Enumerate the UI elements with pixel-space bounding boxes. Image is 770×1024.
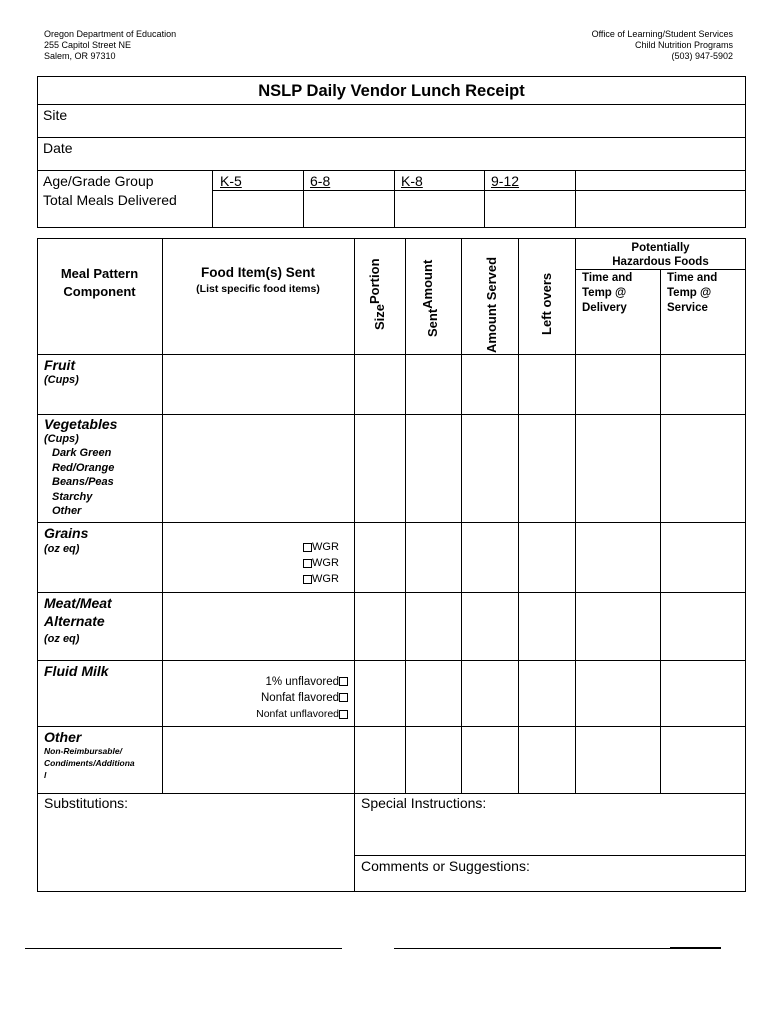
col-header-component-line1: Meal Pattern [60, 266, 139, 281]
meals-9-12-field[interactable] [484, 190, 575, 228]
milk-label-1pct: 1% unflavored [265, 676, 339, 688]
col-header-food-sub: (List specific food items) [196, 283, 320, 295]
milk-checkbox-nonfat-unflavored[interactable] [339, 710, 348, 719]
age-group-k5: K-5 [220, 173, 242, 189]
row-milk-name: Fluid Milk [44, 663, 109, 679]
veg-subgroup-dark-green: Dark Green [52, 447, 112, 459]
row-other-name: Other [44, 729, 82, 745]
row-meat-name-line2: Alternate [44, 613, 105, 629]
phone-number: (503) 947-5902 [671, 51, 733, 61]
wgr-checkbox-3[interactable] [303, 575, 312, 584]
col-header-food-title: Food Item(s) Sent [201, 265, 315, 280]
row-meat-name-line1: Meat/Meat [44, 595, 112, 611]
substitutions-label: Substitutions: [44, 795, 129, 811]
col-header-amount-sent [420, 259, 440, 337]
row-vegetables-unit: (Cups) [44, 432, 79, 445]
page-title: NSLP Daily Vendor Lunch Receipt [258, 82, 525, 100]
special-instructions-field[interactable] [354, 793, 746, 855]
milk-type-checks [256, 674, 348, 722]
col-header-amount-main: Amount [420, 259, 435, 309]
total-meals-label: Total Meals Delivered [43, 192, 177, 208]
wgr-label-1: WGR [312, 541, 339, 553]
veg-subgroup-starchy: Starchy [52, 490, 93, 503]
wgr-checkbox-1[interactable] [303, 543, 312, 552]
row-milk-label [44, 663, 109, 679]
wgr-checkbox-2[interactable] [303, 559, 312, 568]
agency-address [44, 29, 176, 62]
milk-label-nonfat-unflavored: Nonfat unflavored [256, 708, 339, 720]
col-header-component-line2: Component [63, 284, 136, 299]
office-name: Office of Learning/Student Services [591, 29, 733, 39]
row-fruit-food-field[interactable] [162, 354, 354, 414]
office-contact [592, 29, 733, 62]
col-header-service-line3: Service [667, 302, 708, 314]
col-header-portion-main: Portion [367, 258, 382, 304]
row-grains-label [44, 525, 88, 555]
meals-6-8-field[interactable] [303, 190, 394, 228]
col-header-phf-line2: Hazardous Foods [612, 256, 709, 268]
veg-subgroup-other: Other [52, 505, 82, 517]
col-header-service [667, 271, 717, 316]
row-fruit-label [44, 357, 79, 386]
site-label: Site [43, 107, 68, 123]
col-header-service-line1: Time and [667, 272, 718, 284]
date-field[interactable] [37, 137, 746, 170]
grains-wgr-checks [303, 539, 339, 587]
veg-subgroup-red-orange: Red/Orange [52, 461, 115, 474]
row-other-sub-line1: Non-Reimbursable/ [44, 746, 122, 756]
comments-field[interactable] [354, 855, 746, 892]
col-header-delivery-line3: Delivery [582, 302, 627, 314]
row-fruit-unit: (Cups) [44, 374, 79, 386]
row-fruit-name: Fruit [44, 357, 76, 373]
signature-line-right-accent [670, 947, 721, 949]
row-other-sub-line3: l [44, 770, 47, 780]
row-other-label [44, 729, 135, 781]
wgr-label-3: WGR [312, 573, 339, 585]
age-grade-label: Age/Grade Group [43, 173, 154, 189]
wgr-label-2: WGR [312, 557, 339, 569]
col-header-service-line2: Temp @ [667, 287, 712, 299]
comments-label: Comments or Suggestions: [361, 858, 530, 874]
col-header-portion [367, 258, 387, 330]
veg-subgroup-beans-peas: Beans/Peas [52, 476, 114, 488]
date-label: Date [43, 140, 73, 156]
col-header-amount-served: Amount Served [484, 256, 499, 353]
col-header-phf-line1: Potentially [631, 242, 690, 254]
col-header-delivery [582, 271, 632, 316]
col-header-delivery-line1: Time and [582, 272, 633, 284]
substitutions-field[interactable] [37, 793, 354, 892]
milk-label-nonfat-flavored: Nonfat flavored [261, 692, 339, 704]
col-header-food [162, 265, 354, 295]
agency-city: Salem, OR 97310 [44, 51, 116, 61]
program-name: Child Nutrition Programs [634, 40, 733, 50]
row-grains-unit: (oz eq) [44, 543, 80, 555]
agency-street: 255 Capitol Street NE [44, 40, 132, 50]
milk-checkbox-1pct[interactable] [339, 677, 348, 686]
meals-k8-field[interactable] [394, 190, 484, 228]
row-grains-name: Grains [44, 525, 89, 541]
col-header-phf [575, 241, 746, 269]
row-vegetables-label [44, 417, 117, 519]
age-group-9-12: 9-12 [491, 173, 520, 189]
col-header-portion-sub: Size [372, 303, 387, 330]
row-other-sub-line2: Condiments/Additiona [44, 758, 135, 768]
site-field[interactable] [37, 104, 746, 137]
agency-name: Oregon Department of Education [44, 29, 177, 39]
col-header-component [37, 265, 162, 301]
col-header-amount-sub: Sent [425, 308, 440, 337]
milk-checkbox-nonfat-flavored[interactable] [339, 693, 348, 702]
special-instructions-label: Special Instructions: [361, 795, 487, 811]
meals-k5-field[interactable] [212, 190, 303, 228]
col-header-delivery-line2: Temp @ [582, 287, 627, 299]
row-meat-unit: (oz eq) [44, 633, 80, 645]
col-header-leftovers: Left overs [539, 272, 554, 335]
row-meat-label [44, 594, 112, 648]
age-group-k8: K-8 [401, 173, 423, 189]
age-group-6-8: 6-8 [310, 173, 331, 189]
signature-line-left[interactable] [25, 948, 342, 949]
row-vegetables-name: Vegetables [44, 416, 118, 432]
